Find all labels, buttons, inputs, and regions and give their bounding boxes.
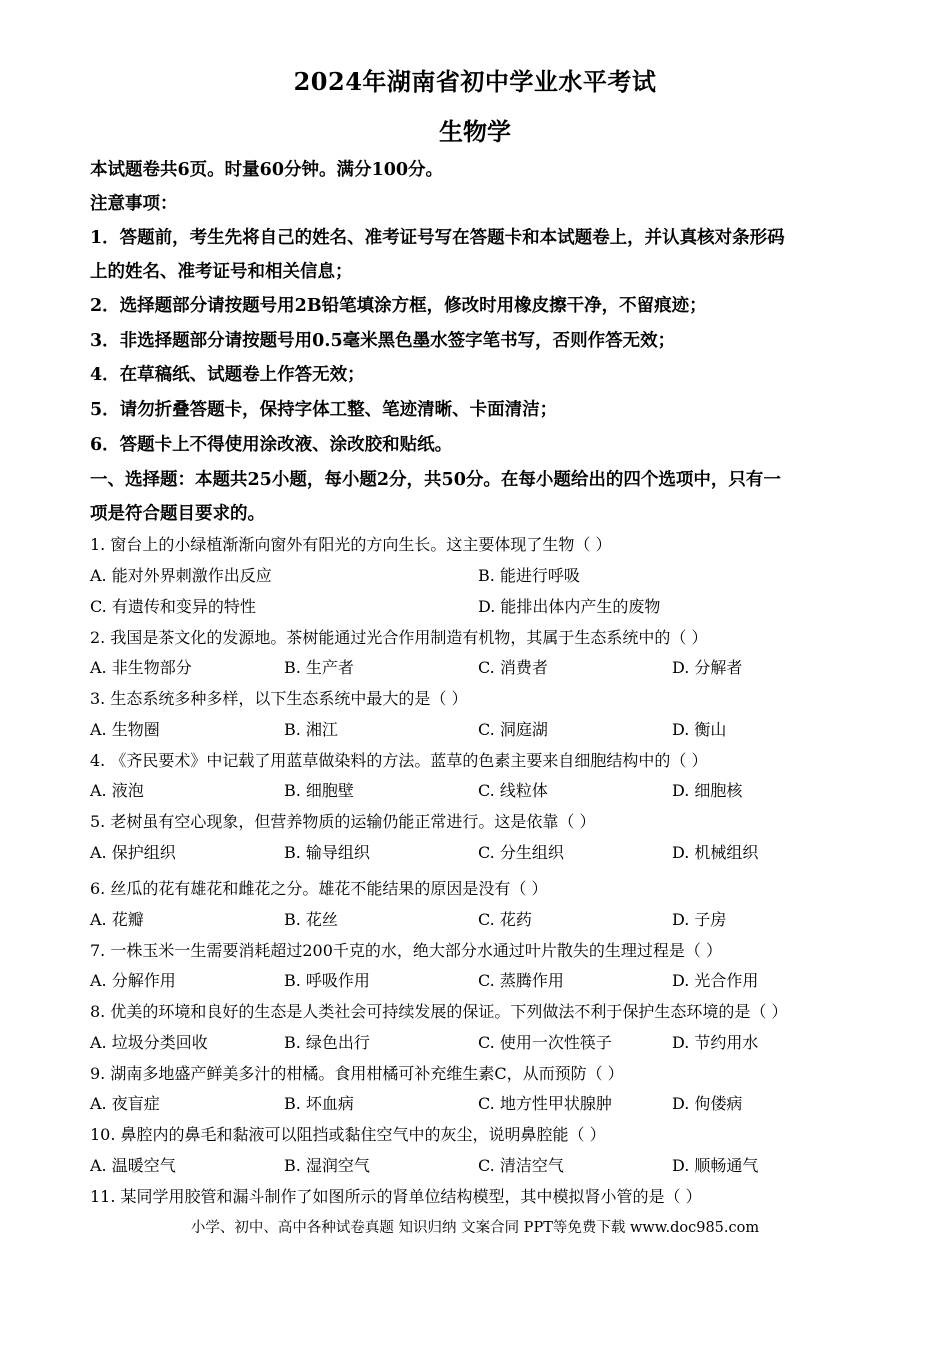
option-c: C. 蒸腾作用 (478, 971, 564, 990)
option-a: A. 垃圾分类回收 (90, 1033, 208, 1052)
section-heading: 一、选择题：本题共25小题，每小题2分，共50分。在每小题给出的四个选项中，只有一 (90, 470, 781, 490)
notice-line: 6．答题卡上不得使用涂改液、涂改胶和贴纸。 (90, 435, 453, 455)
option-c: C. 洞庭湖 (478, 720, 548, 739)
option-a: A. 能对外界刺激作出反应 (90, 566, 272, 585)
question-stem: 7. 一株玉米一生需要消耗超过200千克的水，绝大部分水通过叶片散失的生理过程是（ ） (90, 941, 722, 960)
section-heading-cont: 项是符合题目要求的。 (90, 504, 265, 524)
page-footer: 小学、初中、高中各种试卷真题 知识归纳 文案合同 PPT等免费下载 www.doc985.com (190, 1220, 760, 1236)
option-b: B. 绿色出行 (284, 1033, 370, 1052)
option-a: A. 温暖空气 (90, 1156, 176, 1175)
option-d: D. 衡山 (672, 720, 727, 739)
question-stem: 11. 某同学用胶管和漏斗制作了如图所示的肾单位结构模型，其中模拟肾小管的是（ ） (90, 1187, 702, 1206)
option-d: D. 分解者 (672, 658, 743, 677)
notice-title: 注意事项： (90, 194, 178, 214)
notice-line: 5．请勿折叠答题卡，保持字体工整、笔迹清晰、卡面清洁； (90, 400, 558, 420)
option-b: B. 生产者 (284, 658, 354, 677)
option-c: C. 分生组织 (478, 843, 564, 862)
notice-line: 上的姓名、准考证号和相关信息； (90, 262, 353, 282)
option-b: B. 坏血病 (284, 1094, 354, 1113)
question-stem: 4. 《齐民要术》中记载了用蓝草做染料的方法。蓝草的色素主要来自细胞结构中的（ ） (90, 751, 708, 770)
notice-line: 3．非选择题部分请按题号用0.5毫米黑色墨水签字笔书写，否则作答无效； (90, 331, 676, 351)
option-d: D. 子房 (672, 910, 727, 929)
option-c: C. 清洁空气 (478, 1156, 564, 1175)
option-c: C. 线粒体 (478, 781, 548, 800)
question-stem: 6. 丝瓜的花有雄花和雌花之分。雄花不能结果的原因是没有（ ） (90, 879, 548, 898)
option-b: B. 花丝 (284, 910, 338, 929)
option-d: D. 顺畅通气 (672, 1156, 759, 1175)
option-b: B. 能进行呼吸 (478, 566, 580, 585)
option-a: A. 花瓣 (90, 910, 144, 929)
question-stem: 1. 窗台上的小绿植渐渐向窗外有阳光的方向生长。这主要体现了生物（ ） (90, 535, 612, 554)
option-d: D. 佝偻病 (672, 1094, 743, 1113)
question-stem: 3. 生态系统多种多样，以下生态系统中最大的是（ ） (90, 689, 468, 708)
option-b: B. 湘江 (284, 720, 338, 739)
subject-title: 生物学 (439, 117, 511, 146)
option-d: D. 机械组织 (672, 843, 759, 862)
option-a: A. 生物圈 (90, 720, 160, 739)
question-stem: 5. 老树虽有空心现象，但营养物质的运输仍能正常进行。这是依靠（ ） (90, 812, 596, 831)
option-c: C. 地方性甲状腺肿 (478, 1094, 612, 1113)
question-stem: 2. 我国是茶文化的发源地。茶树能通过光合作用制造有机物，其属于生态系统中的（ ） (90, 628, 708, 647)
question-stem: 10. 鼻腔内的鼻毛和黏液可以阻挡或黏住空气中的灰尘，说明鼻腔能（ ） (90, 1125, 606, 1144)
option-b: B. 输导组织 (284, 843, 370, 862)
option-b: B. 细胞壁 (284, 781, 354, 800)
exam-title: 2024年湖南省初中学业水平考试 (293, 67, 657, 96)
option-d: D. 节约用水 (672, 1033, 759, 1052)
notice-line: 4．在草稿纸、试题卷上作答无效； (90, 365, 365, 385)
option-c: C. 消费者 (478, 658, 548, 677)
option-c: C. 花药 (478, 910, 532, 929)
option-d: D. 光合作用 (672, 971, 759, 990)
option-a: A. 夜盲症 (90, 1094, 160, 1113)
option-d: D. 细胞核 (672, 781, 743, 800)
option-a: A. 非生物部分 (90, 658, 192, 677)
question-stem: 9. 湖南多地盛产鲜美多汁的柑橘。食用柑橘可补充维生素C，从而预防（ ） (90, 1064, 624, 1083)
option-d: D. 能排出体内产生的废物 (478, 597, 661, 616)
option-c: C. 有遗传和变异的特性 (90, 597, 256, 616)
notice-line: 2．选择题部分请按题号用2B铅笔填涂方框，修改时用橡皮擦干净，不留痕迹； (90, 296, 707, 316)
notice-line: 1．答题前，考生先将自己的姓名、准考证号写在答题卡和本试题卷上，并认真核对条形码 (90, 228, 785, 248)
exam-info: 本试题卷共6页。时量60分钟。满分100分。 (90, 160, 444, 180)
option-a: A. 液泡 (90, 781, 144, 800)
option-b: B. 湿润空气 (284, 1156, 370, 1175)
option-c: C. 使用一次性筷子 (478, 1033, 612, 1052)
option-a: A. 分解作用 (90, 971, 176, 990)
option-a: A. 保护组织 (90, 843, 176, 862)
question-stem: 8. 优美的环境和良好的生态是人类社会可持续发展的保证。下列做法不利于保护生态环境的是（ ） (90, 1002, 788, 1021)
option-b: B. 呼吸作用 (284, 971, 370, 990)
